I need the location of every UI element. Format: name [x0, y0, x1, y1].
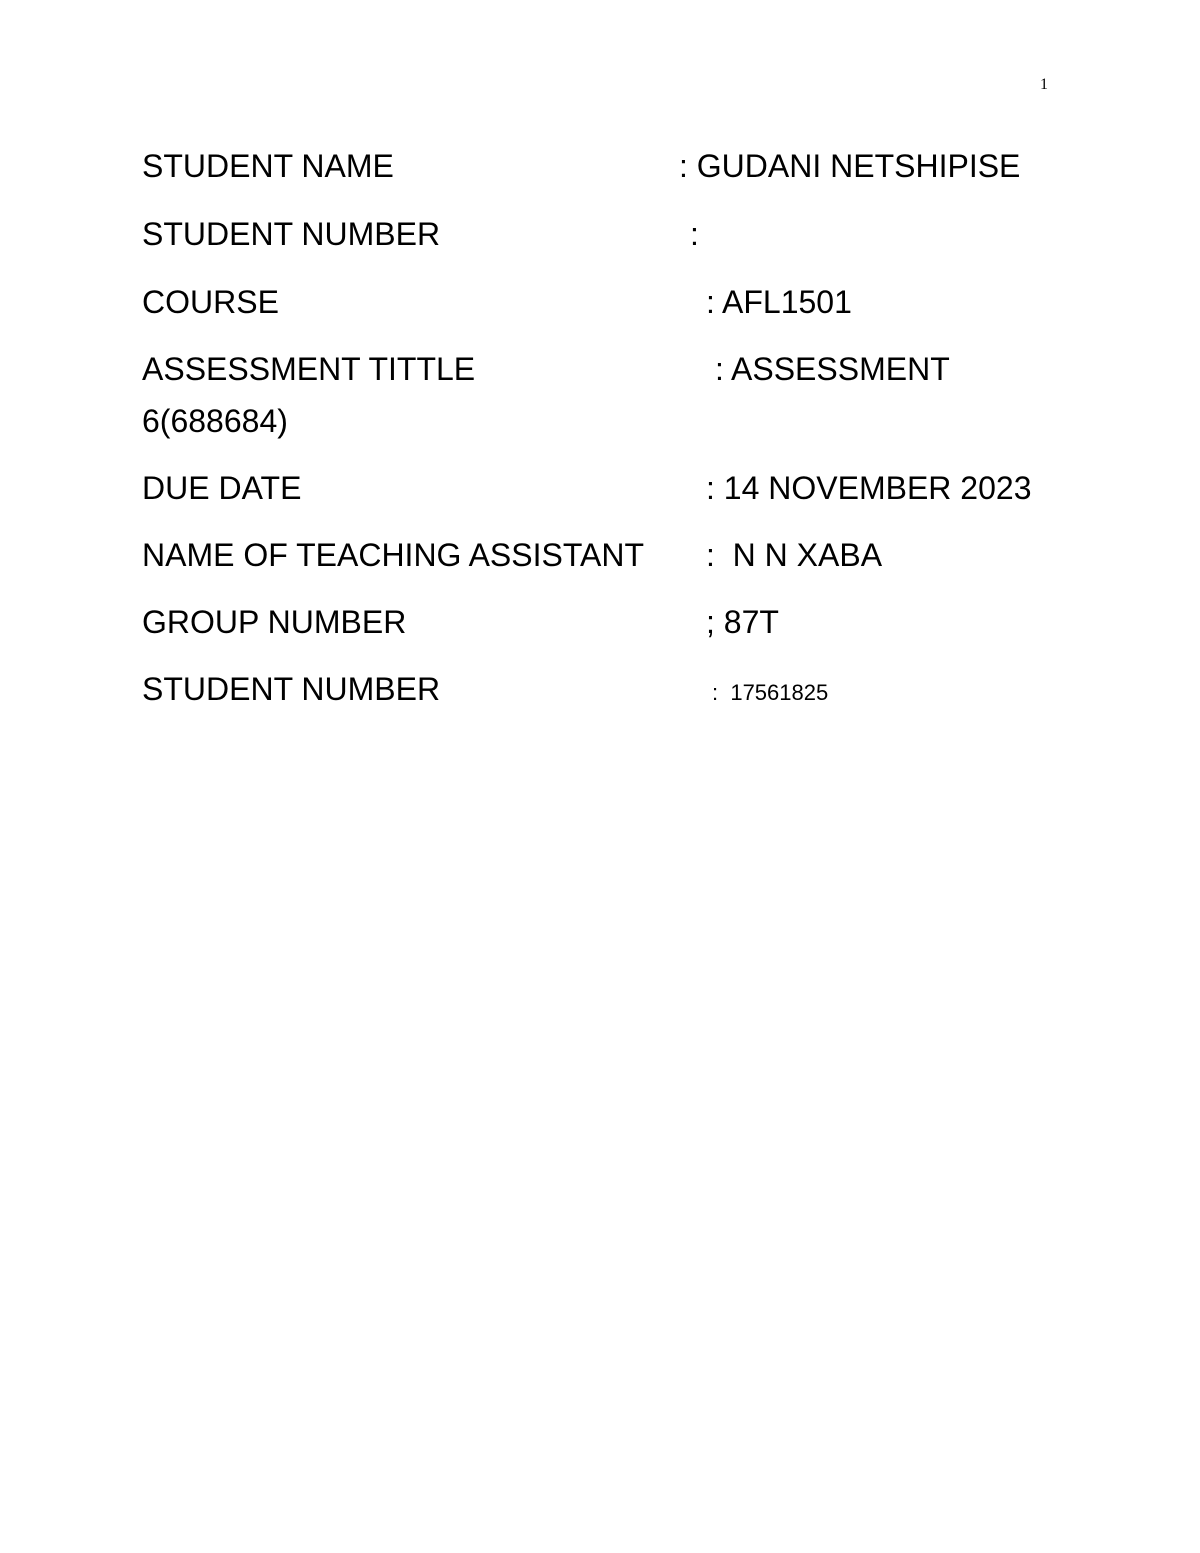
teaching-assistant-label: NAME OF TEACHING ASSISTANT [142, 537, 644, 573]
student-number-label: STUDENT NUMBER [142, 216, 441, 252]
course-value: : AFL1501 [706, 284, 852, 320]
assessment-title-label: ASSESSMENT TITTLE [142, 351, 476, 387]
due-date-value: : 14 NOVEMBER 2023 [706, 470, 1032, 506]
student-number-2-value: : 17561825 [712, 680, 829, 705]
teaching-assistant-row [142, 535, 1142, 575]
due-date-row [142, 468, 1142, 508]
course-row [142, 282, 1142, 322]
due-date-label: DUE DATE [142, 470, 302, 506]
assessment-title-continuation-row [142, 401, 1142, 441]
group-number-label: GROUP NUMBER [142, 604, 407, 640]
assessment-title-row [142, 349, 1142, 389]
page-number: 1 [1040, 76, 1048, 93]
student-name-row [142, 146, 1142, 186]
student-number-2-label: STUDENT NUMBER [142, 671, 441, 707]
group-number-value: ; 87T [706, 604, 779, 640]
course-label: COURSE [142, 284, 279, 320]
group-number-row [142, 602, 1142, 642]
student-number-2-row [142, 669, 1142, 709]
student-name-label: STUDENT NAME [142, 148, 394, 184]
student-number-value: : [690, 216, 699, 252]
student-number-row [142, 214, 1142, 254]
assessment-title-continuation: 6(688684) [142, 403, 288, 439]
assessment-title-value: : ASSESSMENT [715, 351, 950, 387]
teaching-assistant-value: : N N XABA [706, 537, 883, 573]
student-name-value: : GUDANI NETSHIPISE [679, 148, 1021, 184]
